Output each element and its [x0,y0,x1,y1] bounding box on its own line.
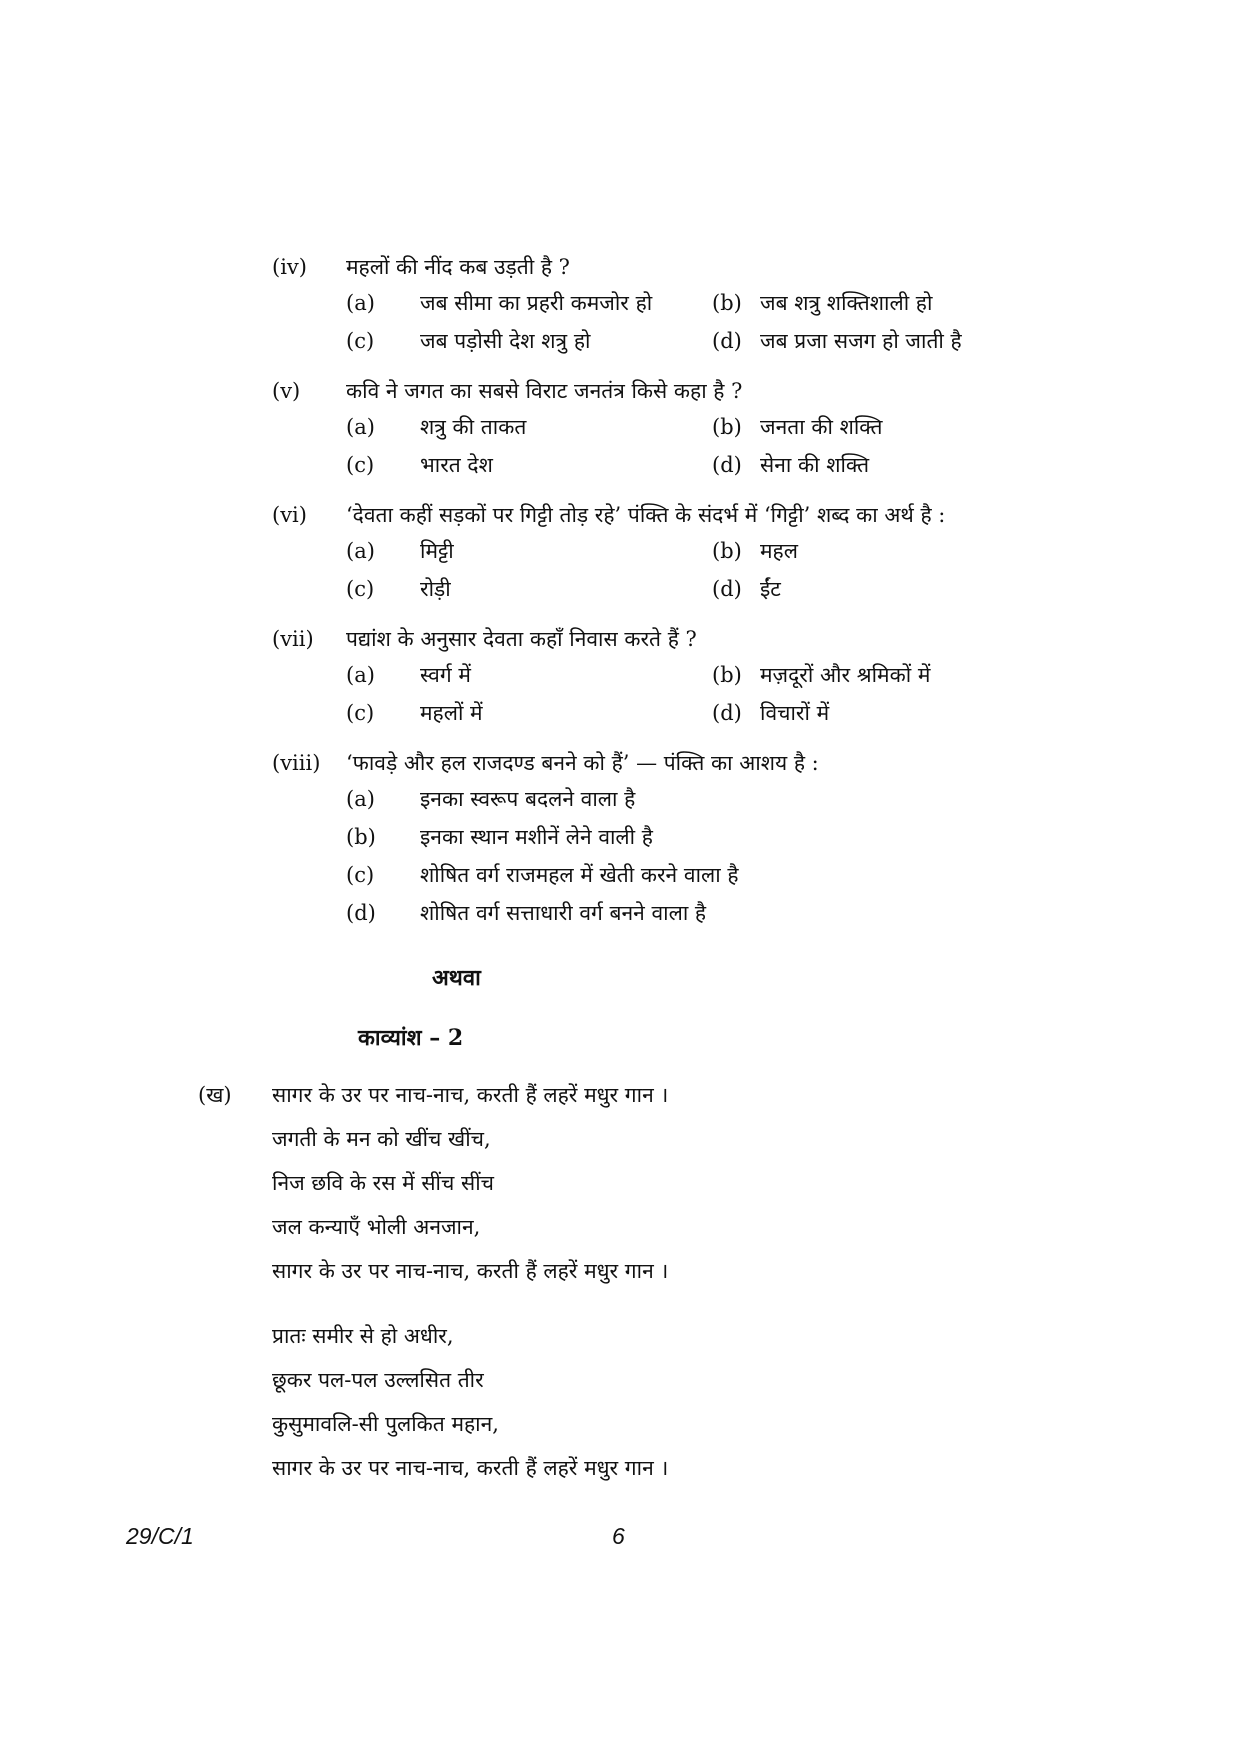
option-label: (d) [712,577,742,601]
poem-line: कुसुमावलि-सी पुलकित महान, [272,1412,499,1436]
option-text: जब प्रजा सजग हो जाती है [760,329,962,353]
option-text: शत्रु की ताकत [420,415,527,439]
option-text: जब सीमा का प्रहरी कमजोर हो [420,291,653,315]
option-label: (d) [346,901,376,925]
question-number: (viii) [272,751,321,775]
passage-marker: (ख) [198,1083,232,1107]
option-label: (d) [712,701,742,725]
option-label: (c) [346,863,375,887]
poem-line: निज छवि के रस में सींच सींच [272,1171,494,1195]
question-number: (v) [272,379,301,403]
poem-line: सागर के उर पर नाच-नाच, करती हैं लहरें मधुर गान । [272,1456,669,1480]
question-vi [272,498,1032,608]
paper-code: 29/C/1 [126,1523,194,1549]
poem-line: जगती के मन को खींच खींच, [272,1127,491,1151]
option-text: मिट्टी [420,539,454,563]
option-label: (d) [712,329,742,353]
question-number: (vi) [272,503,307,527]
poem-line: सागर के उर पर नाच-नाच, करती हैं लहरें मधुर गान । [272,1083,669,1107]
option-text: सेना की शक्ति [760,453,870,477]
poem-stanza-1 [272,1073,668,1293]
question-text: पद्यांश के अनुसार देवता कहाँ निवास करते हैं ? [346,627,697,651]
question-number: (iv) [272,255,307,279]
question-viii [272,746,1032,932]
question-text: ‘देवता कहीं सड़कों पर गिट्टी तोड़ रहे’ पंक्ति के संदर्भ में ‘गिट्टी’ शब्द का अर्थ है : [346,503,946,527]
option-text: महल [760,539,798,563]
question-vii [272,622,1032,732]
option-text: भारत देश [420,453,493,477]
option-text: विचारों में [760,701,830,725]
option-text: मज़दूरों और श्रमिकों में [760,663,931,687]
question-number: (vii) [272,627,314,651]
option-text: ईंट [760,577,781,601]
option-label: (a) [346,663,375,687]
option-label: (a) [346,787,375,811]
option-text: इनका स्थान मशीनें लेने वाली है [420,825,653,849]
option-label: (b) [712,539,742,563]
question-text: कवि ने जगत का सबसे विराट जनतंत्र किसे कहा है ? [346,379,743,403]
question-text: ‘फावड़े और हल राजदण्ड बनने को हैं’ — पंक्ति का आशय है : [346,751,819,775]
option-label: (b) [346,825,376,849]
option-text: रोड़ी [420,577,451,601]
option-label: (c) [346,329,375,353]
option-text: जनता की शक्ति [760,415,883,439]
option-text: जब शत्रु शक्तिशाली हो [760,291,933,315]
section-title: काव्यांश – 2 [358,1025,464,1051]
option-label: (c) [346,701,375,725]
option-text: महलों में [420,701,483,725]
poem-line: जल कन्याएँ भोली अनजान, [272,1215,481,1239]
poem-line: सागर के उर पर नाच-नाच, करती हैं लहरें मधुर गान । [272,1259,669,1283]
option-label: (c) [346,453,375,477]
poem-stanza-2 [272,1314,668,1490]
or-heading: अथवा [432,965,481,991]
option-text: जब पड़ोसी देश शत्रु हो [420,329,591,353]
option-label: (a) [346,415,375,439]
option-label: (a) [346,539,375,563]
page-number: 6 [612,1523,625,1549]
option-label: (d) [712,453,742,477]
option-text: इनका स्वरूप बदलने वाला है [420,787,636,811]
option-label: (c) [346,577,375,601]
poem-line: छूकर पल-पल उल्लसित तीर [272,1368,484,1392]
question-text: महलों की नींद कब उड़ती है ? [346,255,570,279]
option-text: शोषित वर्ग सत्ताधारी वर्ग बनने वाला है [420,901,707,925]
option-text: स्वर्ग में [420,663,471,687]
option-text: शोषित वर्ग राजमहल में खेती करने वाला है [420,863,739,887]
option-label: (b) [712,663,742,687]
question-v [272,374,1032,484]
question-iv [272,250,1032,360]
poem-line: प्रातः समीर से हो अधीर, [272,1324,454,1348]
option-label: (b) [712,291,742,315]
option-label: (a) [346,291,375,315]
option-label: (b) [712,415,742,439]
